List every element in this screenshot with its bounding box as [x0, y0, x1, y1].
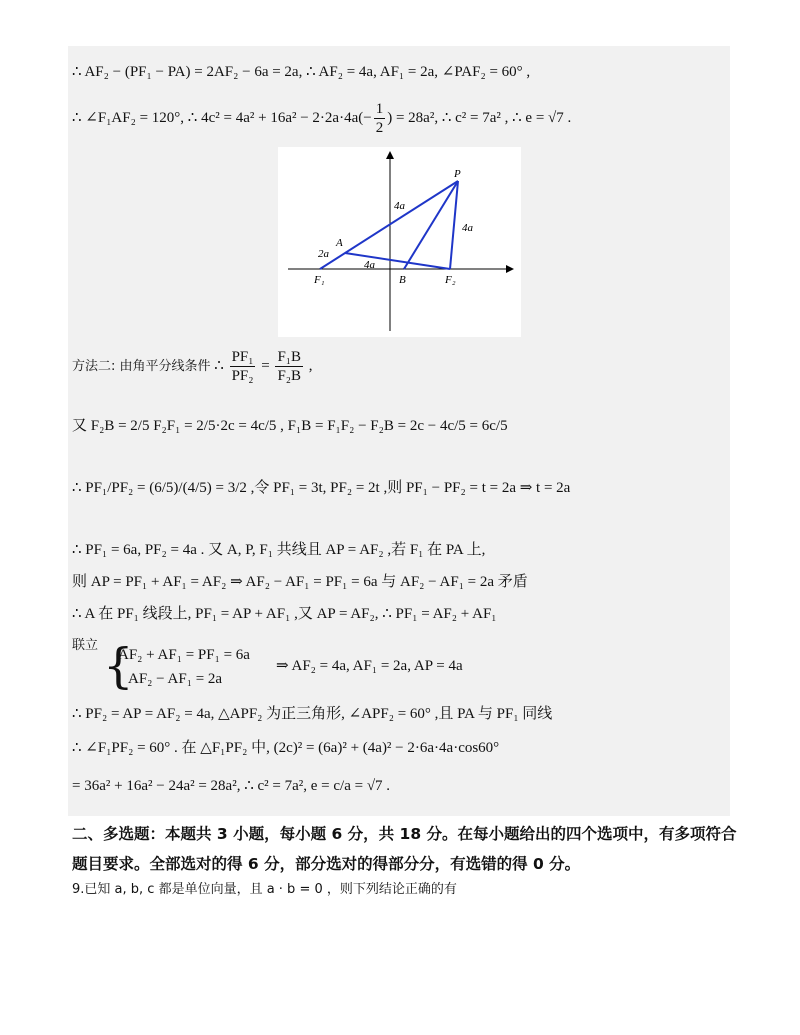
solution-line-11: ∴ ∠F₁PF₂ = 60° . 在 △F₁PF₂ 中, (2c)² = (6a)² + (4a)² − 2·6a·4a·cos60°: [72, 740, 500, 756]
system-result: ⇒ AF₂ = 4a, AF₁ = 2a, AP = 4a: [276, 658, 463, 674]
label-P: P: [454, 168, 461, 180]
ratio-pf-num: PF₁: [231, 349, 254, 365]
solution-line-8: ∴ A 在 PF₁ 线段上, PF₁ = AP + AF₁ ,又 AP = AF₂, ∴ PF₁ = AF₂ + AF₁: [72, 606, 497, 622]
ratio-pf-den: PF₂: [231, 368, 254, 384]
solution-line-2-part-b: ) = 28a², ∴ c² = 7a² , ∴ e = √7 .: [387, 109, 572, 126]
solution-line-10: ∴ PF₂ = AP = AF₂ = 4a, △APF₂ 为正三角形, ∠APF₂ = 60° ,且 PA 与 PF₁ 同线: [72, 706, 553, 722]
system-eq-1: AF₂ + AF₁ = PF₁ = 6a: [118, 647, 250, 663]
label-F1: F₁: [314, 274, 325, 286]
label-seg-AP: 4a: [394, 200, 405, 212]
solution-line-5: ∴ PF₁/PF₂ = (6/5)/(4/5) = 3/2 ,令 PF₁ = 3t, PF₂ = 2t ,则 PF₁ − PF₂ = t = 2a ⇒ t = 2a: [72, 480, 571, 496]
label-seg-AF1: 2a: [318, 248, 329, 260]
method-two-prefix: 方法二: 由角平分线条件: [72, 358, 211, 374]
segment-a-f2: [345, 253, 450, 269]
hyperbola-triangle-figure: [278, 147, 521, 337]
half-fraction: [374, 100, 386, 137]
solution-line-1: ∴ AF₂ − (PF₁ − PA) = 2AF₂ − 6a = 2a, ∴ AF₂ = 4a, AF₁ = 2a, ∠PAF₂ = 60° ,: [72, 64, 531, 80]
solution-line-12: = 36a² + 16a² − 24a² = 28a², ∴ c² = 7a², e = c/a = √7 .: [72, 778, 391, 794]
segment-f1-p: [320, 181, 458, 269]
simultaneous-label: 联立: [72, 638, 99, 653]
section-heading-line-1: 二、多选题：本题共 3 小题，每小题 6 分，共 18 分。在每小题给出的四个选项中，有多项符合: [72, 825, 737, 843]
solution-line-6: ∴ PF₁ = 6a, PF₂ = 4a . 又 A, P, F₁ 共线且 AP = AF₂ ,若 F₁ 在 PA 上,: [72, 542, 486, 558]
ratio-pf: [230, 348, 256, 385]
label-B: B: [399, 274, 406, 286]
figure-svg: [278, 147, 521, 337]
method-two-line: 方法二: 由角平分线条件 ∴ $\frac{\text{PF₁}}{\text{PF₂}}$ = $\frac{\text{F₁B}}{\text{F₂B}}$ ,: [72, 349, 313, 384]
solution-line-2-part-a: ∴ ∠F₁AF₂ = 120°, ∴ 4c² = 4a² + 16a² − 2·2a·4a(−: [72, 109, 372, 126]
ratio-fb-den: F₂B: [277, 368, 302, 384]
triangle-segments: [320, 181, 458, 269]
label-seg-PF2: 4a: [462, 222, 473, 234]
system-brace: {: [103, 638, 134, 694]
section-heading-line-2: 题目要求。全部选对的得 6 分，部分选对的得部分分，有选错的得 0 分。: [72, 855, 581, 873]
question-9: 9.已知 a, b, c 都是单位向量，且 a · b = 0 ，则下列结论正确的有: [72, 882, 457, 897]
label-seg-AF2: 4a: [364, 259, 375, 271]
label-A: A: [336, 237, 343, 249]
half-denominator: 2: [375, 120, 384, 136]
system-eq-2: AF₂ − AF₁ = 2a: [128, 671, 223, 687]
segment-p-b: [404, 181, 458, 269]
ratio-fb: [275, 348, 303, 385]
solution-line-4: 又 F₂B = 2/5 F₂F₁ = 2/5·2c = 4c/5 , F₁B = F₁F₂ − F₂B = 2c − 4c/5 = 6c/5: [72, 418, 508, 434]
half-numerator: 1: [375, 101, 384, 117]
label-F2: F₂: [445, 274, 456, 286]
ratio-fb-num: F₁B: [277, 349, 302, 365]
solution-line-7: 则 AP = PF₁ + AF₁ = AF₂ ⇒ AF₂ − AF₁ = PF₁ = 6a 与 AF₂ − AF₁ = 2a 矛盾: [72, 574, 528, 590]
solution-line-2: [72, 100, 571, 137]
segment-p-f2: [450, 181, 458, 269]
